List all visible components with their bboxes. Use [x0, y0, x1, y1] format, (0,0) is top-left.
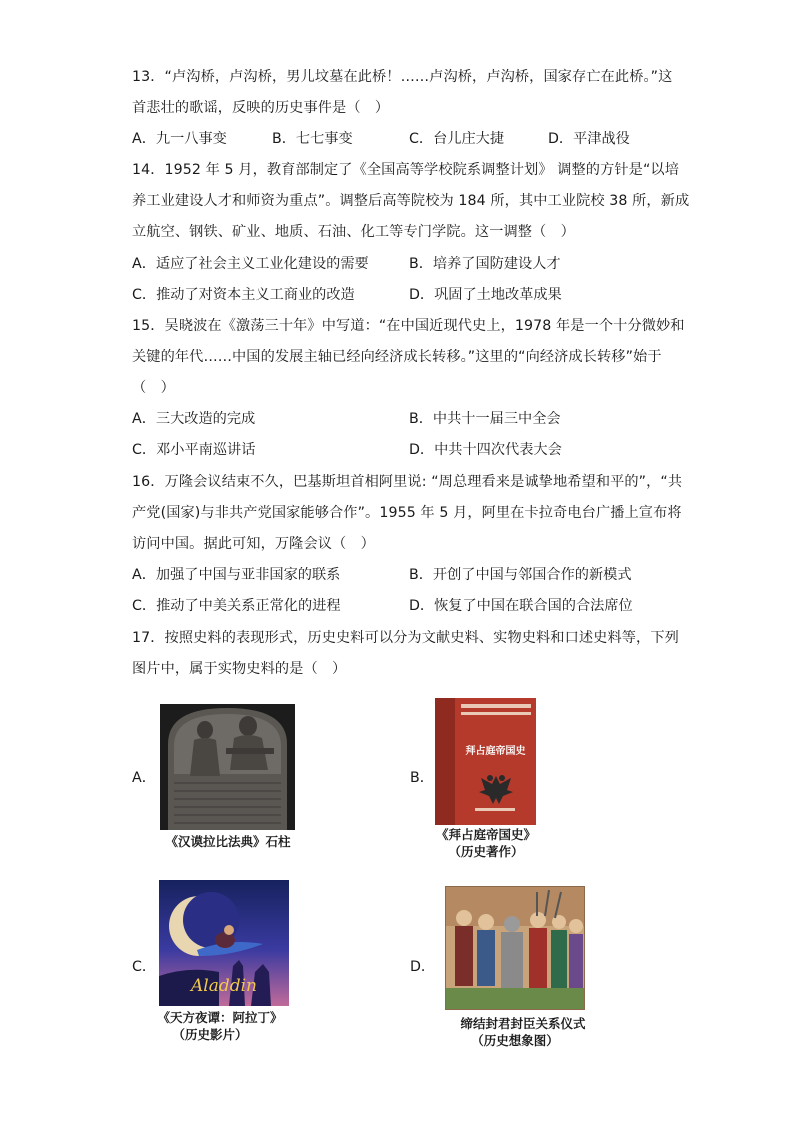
q17-choice-d-caption-sub: （历史想象图） [471, 1033, 559, 1048]
q17-choice-b-image[interactable] [435, 698, 536, 825]
q16-option-c[interactable]: C．推动了中美关系正常化的进程 [132, 598, 341, 614]
q16-stem-line1: 16．万隆会议结束不久，巴基斯坦首相阿里说: “周总理看来是诚挚地希望和平的”，“共 [132, 474, 683, 490]
double-eagle-icon [477, 770, 515, 806]
q17-choice-c-image[interactable] [159, 880, 289, 1006]
q17-choice-c-letter[interactable]: C． [132, 959, 157, 975]
q13-option-d[interactable]: D．平津战役 [548, 131, 630, 147]
book-top-band-2 [461, 712, 531, 715]
q13-stem-line1: 13．“卢沟桥，卢沟桥，男儿坟墓在此桥！……卢沟桥，卢沟桥，国家存亡在此桥。”这 [132, 69, 673, 85]
ceremony-illustration [445, 886, 585, 1010]
q13-stem-line2: 首悲壮的歌谣，反映的历史事件是（ ） [132, 100, 390, 116]
q17-choice-d-image[interactable] [445, 886, 585, 1010]
q17-choice-b-caption-sub: （历史著作） [448, 844, 524, 859]
book-title: 拜占庭帝国史 [465, 746, 526, 757]
q17-choice-a-caption: 《汉谟拉比法典》石柱 [165, 834, 291, 849]
q15-stem-line2: 关键的年代……中国的发展主轴已经向经济成长转移。”这里的“向经济成长转移”始于 [132, 349, 662, 365]
q16-option-d[interactable]: D．恢复了中国在联合国的合法席位 [409, 598, 633, 614]
q15-option-b[interactable]: B．中共十一届三中全会 [409, 411, 561, 427]
book-spine [435, 698, 455, 825]
stele-image [160, 704, 295, 830]
q17-stem-line2: 图片中，属于实物史料的是（ ） [132, 661, 347, 677]
q13-option-b[interactable]: B．七七事变 [272, 131, 353, 147]
q14-option-a[interactable]: A．适应了社会主义工业化建设的需要 [132, 256, 369, 272]
q15-option-a[interactable]: A．三大改造的完成 [132, 411, 256, 427]
q17-choice-b-caption: 《拜占庭帝国史》 [435, 827, 536, 842]
q14-stem-line1: 14．1952 年 5 月，教育部制定了《全国高等学校院系调整计划》 调整的方针是“以培 [132, 162, 679, 178]
book-author-line [475, 808, 515, 811]
q17-choice-c-caption: 《天方夜谭：阿拉丁》 [157, 1010, 283, 1025]
q17-choice-a-image[interactable] [160, 704, 295, 830]
q15-stem-line3: （ ） [132, 380, 175, 396]
q15-option-c[interactable]: C．邓小平南巡讲话 [132, 442, 256, 458]
q16-stem-line2: 产党(国家)与非共产党国家能够合作”。1955 年 5 月，阿里在卡拉奇电台广播上宣布将 [132, 505, 682, 521]
q16-option-b[interactable]: B．开创了中国与邻国合作的新模式 [409, 567, 632, 583]
q16-option-a[interactable]: A．加强了中国与亚非国家的联系 [132, 567, 341, 583]
q17-choice-a-letter[interactable]: A． [132, 770, 156, 786]
book-top-band [461, 704, 531, 708]
q14-option-b[interactable]: B．培养了国防建设人才 [409, 256, 561, 272]
q17-choice-d-letter[interactable]: D． [410, 959, 436, 975]
q17-choice-d-caption: 缔结封君封臣关系仪式 [460, 1016, 586, 1031]
q17-stem-line1: 17．按照史料的表现形式，历史史料可以分为文献史料、实物史料和口述史料等，下列 [132, 630, 679, 646]
q15-stem-line1: 15．吴晓波在《激荡三十年》中写道：“在中国近现代史上，1978 年是一个十分微妙和 [132, 318, 685, 334]
q13-option-a[interactable]: A．九一八事变 [132, 131, 227, 147]
q14-stem-line2: 养工业建设人才和师资为重点”。调整后高等院校为 184 所，其中工业院校 38 所，新成 [132, 193, 690, 209]
poster-logo: Aladdin [191, 976, 257, 996]
q14-stem-line3: 立航空、钢铁、矿业、地质、石油、化工等专门学院。这一调整（ ） [132, 224, 575, 240]
q17-choice-b-letter[interactable]: B． [410, 770, 434, 786]
q17-choice-c-caption-sub: （历史影片） [172, 1027, 248, 1042]
q13-option-c[interactable]: C．台儿庄大捷 [409, 131, 505, 147]
q14-option-d[interactable]: D．巩固了土地改革成果 [409, 287, 562, 303]
q14-option-c[interactable]: C．推动了对资本主义工商业的改造 [132, 287, 355, 303]
q16-stem-line3: 访问中国。据此可知，万隆会议（ ） [132, 536, 375, 552]
q15-option-d[interactable]: D．中共十四次代表大会 [409, 442, 562, 458]
